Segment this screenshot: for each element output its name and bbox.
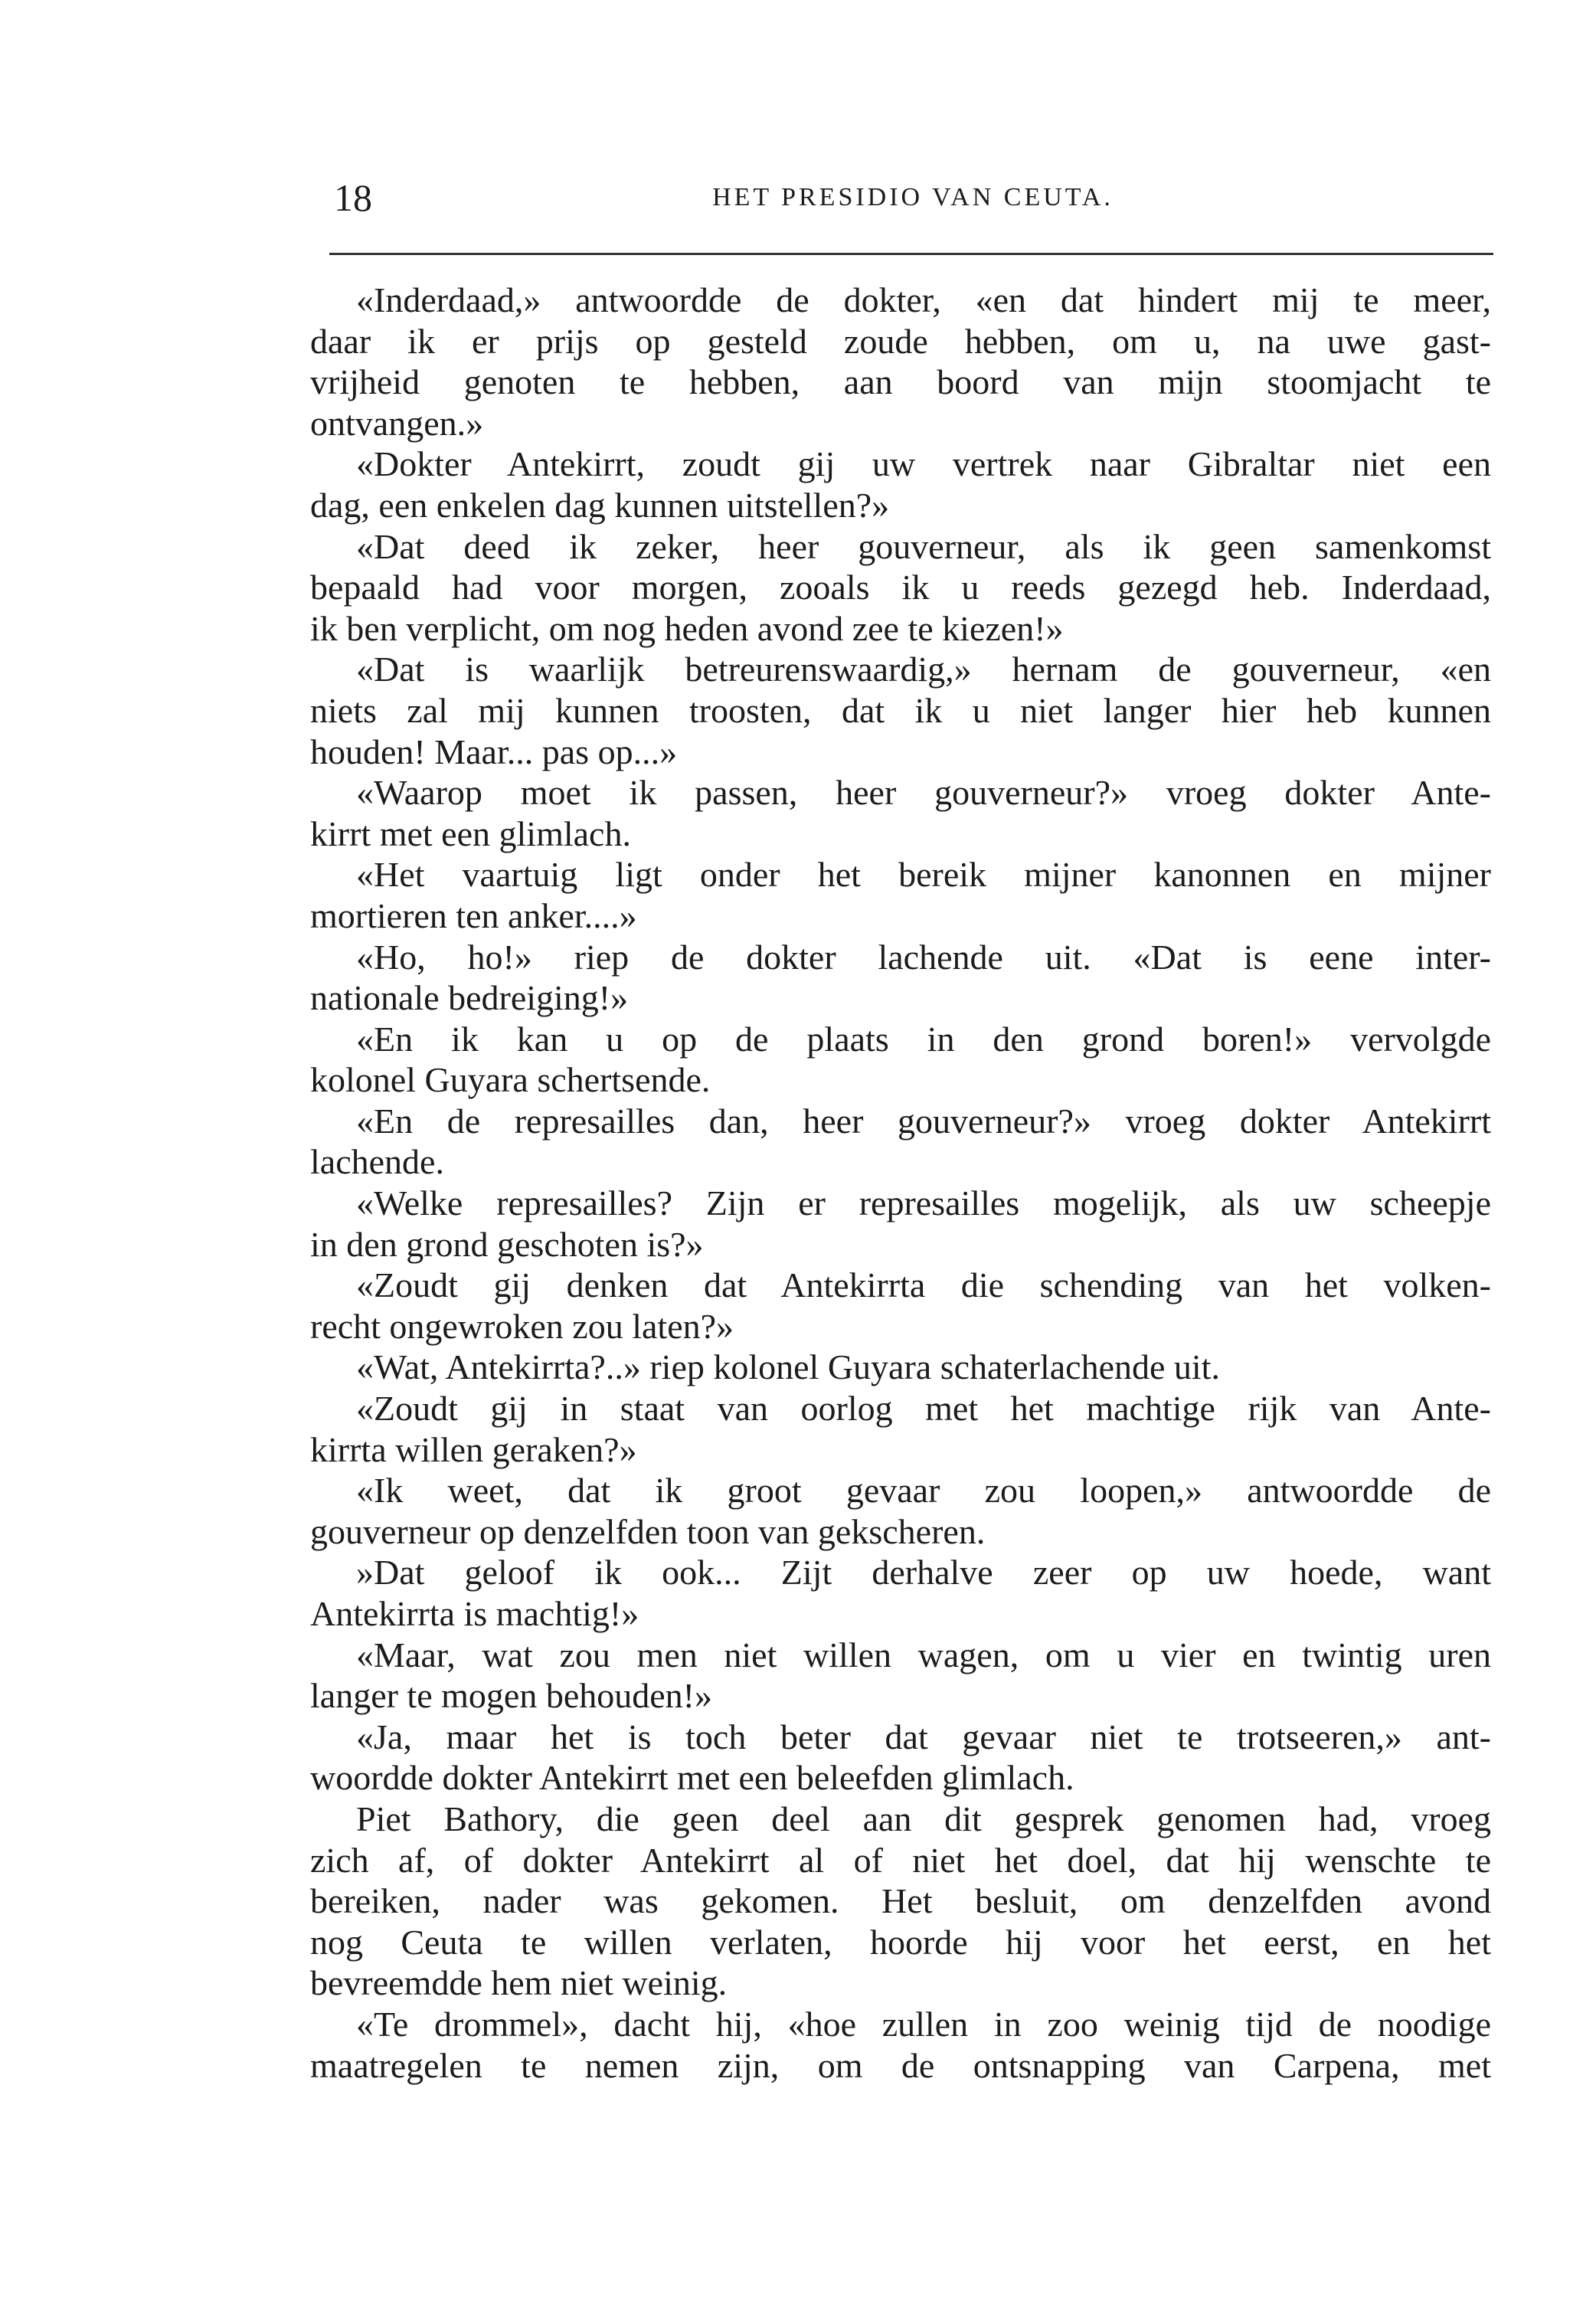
text-line: gouverneur op denzelfden toon van gekscheren. <box>310 1511 986 1551</box>
text-line: nationale bedreiging!» <box>310 978 629 1018</box>
text-line: «Maar, wat zou men niet willen wagen, om u vier en twintig uren <box>356 1635 1491 1674</box>
text-line: »Dat geloof ik ook... Zijt derhalve zeer op uw hoede, want <box>356 1553 1491 1592</box>
text-line: in den grond geschoten is?» <box>310 1224 704 1264</box>
text-line: mortieren ten anker....» <box>310 895 637 935</box>
text-line: ik ben verplicht, om nog heden avond zee te kiezen!» <box>310 608 1064 648</box>
text-line: «Dokter Antekirrt, zoudt gij uw vertrek naar Gibraltar niet een <box>356 444 1491 484</box>
text-line: «Het vaartuig ligt onder het bereik mijner kanonnen en mijner <box>356 855 1491 895</box>
text-line: «Zoudt gij in staat van oorlog met het machtige rijk van Ante- <box>356 1389 1491 1429</box>
text-line: bereiken, nader was gekomen. Het besluit, om denzelfden avond <box>310 1881 1491 1921</box>
paragraph <box>310 526 1491 650</box>
paragraph <box>310 280 1491 444</box>
paragraph <box>310 1717 1491 1799</box>
text-line: bepaald had voor morgen, zooals ik u reeds gezegd heb. Inderdaad, <box>310 568 1491 607</box>
text-line: vrijheid genoten te hebben, aan boord van mijn stoomjacht te <box>310 362 1491 402</box>
text-line: kolonel Guyara schertsende. <box>310 1060 711 1100</box>
page-header <box>334 173 1492 222</box>
text-line: niets zal mij kunnen troosten, dat ik u niet langer hier heb kunnen <box>310 690 1491 730</box>
text-line: nog Ceuta te willen verlaten, hoorde hij voor het eerst, en het <box>310 1922 1491 1962</box>
paragraph <box>310 1265 1491 1347</box>
text-line: langer te mogen behouden!» <box>310 1676 712 1716</box>
text-line: daar ik er prijs op gesteld zoude hebben, om u, na uwe gast- <box>310 321 1491 361</box>
header-rule <box>329 253 1493 255</box>
paragraph <box>310 1388 1491 1470</box>
text-line: zich af, of dokter Antekirrt al of niet het doel, dat hij wenschte te <box>310 1840 1491 1880</box>
paragraph <box>310 1470 1491 1552</box>
paragraph <box>310 1183 1491 1265</box>
paragraph <box>310 937 1491 1019</box>
text-line: maatregelen te nemen zijn, om de ontsnapping van Carpena, met <box>310 2045 1491 2085</box>
paragraph <box>310 1552 1491 1634</box>
text-line: bevreemdde hem niet weinig. <box>310 1963 728 2003</box>
paragraph <box>310 1101 1491 1183</box>
text-line: woordde dokter Antekirrt met een beleefden glimlach. <box>310 1758 1074 1798</box>
body-text <box>310 280 1491 2086</box>
text-line: «Zoudt gij denken dat Antekirrta die schending van het volken- <box>356 1265 1491 1305</box>
running-title: HET PRESIDIO VAN CEUTA. <box>712 183 1114 211</box>
paragraph <box>310 444 1491 525</box>
paragraph <box>310 772 1491 854</box>
text-line: Antekirrta is machtig!» <box>310 1594 639 1633</box>
text-line: «Ik weet, dat ik groot gevaar zou loopen,» antwoordde de <box>356 1471 1491 1511</box>
text-line: «Ho, ho!» riep de dokter lachende uit. «Dat is eene inter- <box>356 937 1491 977</box>
page-number: 18 <box>334 176 372 219</box>
text-line: Piet Bathory, die geen deel aan dit gesprek genomen had, vroeg <box>356 1799 1491 1838</box>
text-line: ontvangen.» <box>310 403 484 443</box>
text-line: «Wat, Antekirrta?..» riep kolonel Guyara schaterlachende uit. <box>356 1347 1220 1387</box>
text-line: houden! Maar... pas op...» <box>310 732 678 771</box>
text-line: recht ongewroken zou laten?» <box>310 1306 734 1346</box>
paragraph <box>310 1019 1491 1101</box>
text-line: «Welke represailles? Zijn er represailles mogelijk, als uw scheepje <box>356 1183 1491 1223</box>
paragraph <box>310 1635 1491 1717</box>
text-line: «Waarop moet ik passen, heer gouverneur?» vroeg dokter Ante- <box>356 773 1491 813</box>
paragraph <box>310 1347 1491 1388</box>
text-line: «Te drommel», dacht hij, «hoe zullen in zoo weinig tijd de noodige <box>356 2004 1491 2044</box>
paragraph <box>310 1799 1491 2004</box>
text-line: kirrt met een glimlach. <box>310 813 631 853</box>
text-line: lachende. <box>310 1142 444 1182</box>
paragraph <box>310 649 1491 772</box>
text-line: «Inderdaad,» antwoordde de dokter, «en dat hindert mij te meer, <box>356 280 1491 319</box>
paragraph <box>310 854 1491 936</box>
text-line: kirrta willen geraken?» <box>310 1429 637 1469</box>
paragraph <box>310 2004 1491 2086</box>
text-line: dag, een enkelen dag kunnen uitstellen?» <box>310 485 890 525</box>
text-line: «En de represailles dan, heer gouverneur?» vroeg dokter Antekirrt <box>356 1101 1491 1141</box>
text-line: «Dat is waarlijk betreurenswaardig,» hernam de gouverneur, «en <box>356 650 1491 689</box>
text-line: «En ik kan u op de plaats in den grond boren!» vervolgde <box>356 1019 1491 1059</box>
text-line: «Ja, maar het is toch beter dat gevaar niet te trotseeren,» ant- <box>356 1717 1491 1756</box>
text-line: «Dat deed ik zeker, heer gouverneur, als ik geen samenkomst <box>356 526 1491 566</box>
